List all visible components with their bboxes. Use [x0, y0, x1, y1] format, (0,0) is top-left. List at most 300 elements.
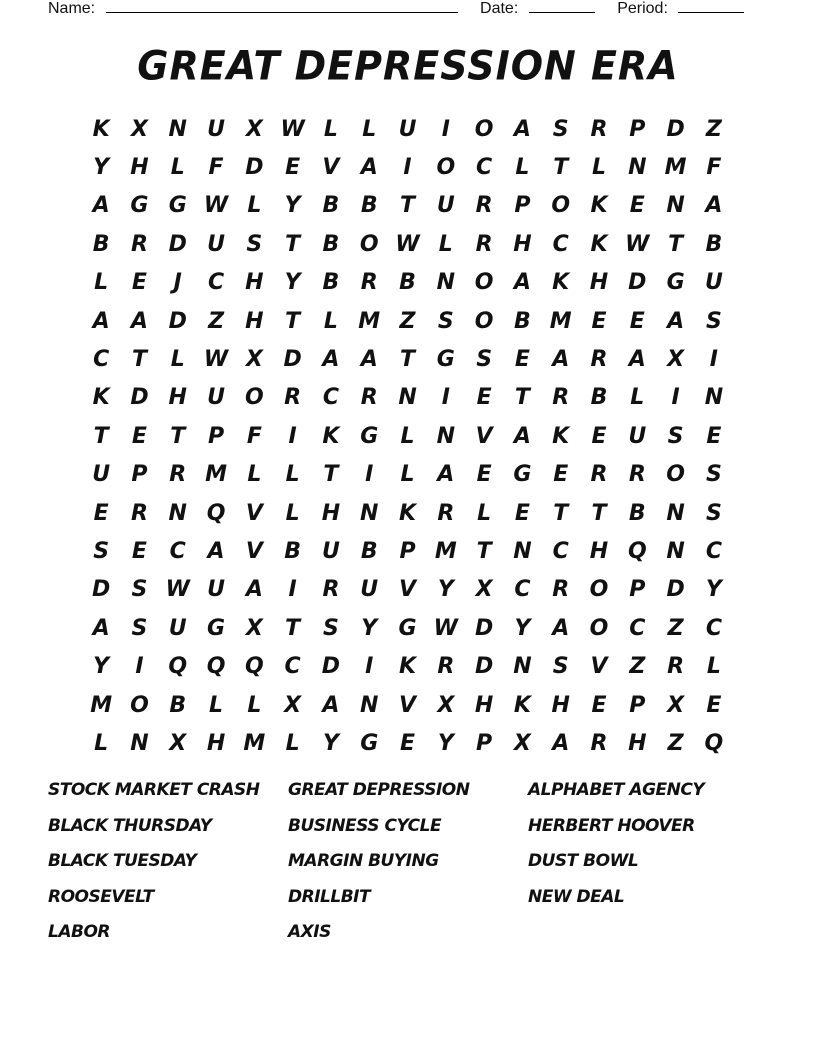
grid-letter[interactable]: G: [207, 615, 226, 641]
grid-letter[interactable]: N: [360, 692, 379, 718]
grid-letter[interactable]: Y: [437, 730, 454, 756]
grid-letter[interactable]: Y: [361, 615, 378, 641]
grid-letter[interactable]: M: [243, 730, 266, 756]
grid-letter[interactable]: C: [476, 155, 493, 181]
grid-letter[interactable]: L: [247, 193, 262, 219]
grid-letter[interactable]: A: [705, 193, 723, 219]
grid-letter[interactable]: G: [360, 423, 379, 449]
grid-letter[interactable]: J: [173, 270, 182, 296]
grid-letter[interactable]: C: [284, 654, 301, 680]
grid-letter[interactable]: E: [591, 308, 607, 334]
grid-letter[interactable]: M: [205, 462, 227, 488]
grid-letter[interactable]: V: [399, 692, 417, 718]
grid-letter[interactable]: H: [245, 270, 264, 296]
grid-letter[interactable]: O: [589, 615, 609, 641]
grid-letter[interactable]: M: [358, 308, 381, 334]
grid-letter[interactable]: X: [245, 615, 263, 641]
grid-letter[interactable]: W: [203, 347, 229, 373]
grid-letter[interactable]: H: [589, 538, 609, 564]
grid-letter[interactable]: T: [285, 231, 301, 257]
grid-letter[interactable]: S: [667, 423, 684, 449]
grid-letter[interactable]: R: [360, 385, 378, 411]
grid-letter[interactable]: I: [671, 385, 680, 411]
grid-letter[interactable]: T: [285, 615, 301, 641]
grid-letter[interactable]: I: [709, 347, 718, 373]
grid-letter[interactable]: N: [666, 500, 685, 526]
grid-letter[interactable]: E: [514, 347, 530, 373]
grid-letter[interactable]: E: [629, 308, 645, 334]
grid-letter[interactable]: A: [513, 116, 531, 142]
grid-letter[interactable]: N: [513, 538, 532, 564]
grid-letter[interactable]: K: [92, 116, 110, 142]
grid-letter[interactable]: U: [168, 615, 187, 641]
grid-letter[interactable]: C: [552, 538, 569, 564]
word-bank-item: STOCK MARKET CRASH: [48, 780, 260, 800]
grid-letter[interactable]: V: [245, 538, 263, 564]
grid-letter[interactable]: E: [93, 500, 109, 526]
grid-letter[interactable]: D: [666, 577, 685, 603]
grid-letter[interactable]: A: [437, 462, 455, 488]
grid-letter[interactable]: A: [322, 347, 340, 373]
word-bank-item: BLACK THURSDAY: [48, 815, 212, 836]
grid-letter[interactable]: N: [436, 270, 456, 296]
grid-letter[interactable]: T: [400, 193, 416, 219]
grid-letter[interactable]: Y: [705, 577, 722, 603]
grid-letter[interactable]: N: [513, 654, 532, 680]
grid-letter[interactable]: U: [207, 231, 225, 257]
grid-letter[interactable]: L: [323, 116, 338, 142]
grid-letter[interactable]: A: [513, 423, 531, 449]
grid-letter[interactable]: W: [395, 231, 420, 257]
grid-letter[interactable]: R: [590, 462, 608, 488]
grid-letter[interactable]: H: [474, 692, 494, 718]
grid-letter[interactable]: U: [321, 538, 340, 564]
grid-letter[interactable]: R: [590, 730, 608, 756]
grid-letter[interactable]: X: [130, 116, 148, 142]
grid-letter[interactable]: G: [513, 462, 532, 488]
grid-letter[interactable]: S: [552, 654, 569, 680]
grid-letter[interactable]: T: [400, 347, 416, 373]
grid-letter[interactable]: I: [441, 385, 450, 411]
grid-letter[interactable]: U: [360, 577, 379, 603]
grid-letter[interactable]: V: [590, 654, 608, 680]
grid-letter[interactable]: S: [476, 347, 493, 373]
grid-letter[interactable]: O: [474, 308, 494, 334]
grid-letter[interactable]: D: [168, 231, 187, 257]
grid-letter[interactable]: B: [360, 538, 378, 564]
grid-letter[interactable]: N: [704, 385, 724, 411]
grid-letter[interactable]: F: [208, 155, 224, 181]
grid-letter[interactable]: D: [283, 347, 302, 373]
grid-letter[interactable]: N: [168, 116, 187, 142]
grid-letter[interactable]: R: [130, 500, 148, 526]
grid-letter[interactable]: E: [131, 538, 147, 564]
grid-letter[interactable]: R: [475, 193, 493, 219]
grid-letter[interactable]: I: [135, 654, 144, 680]
grid-letter[interactable]: D: [474, 654, 494, 680]
grid-letter[interactable]: B: [284, 538, 302, 564]
grid-letter[interactable]: E: [131, 423, 147, 449]
grid-letter[interactable]: T: [553, 500, 569, 526]
grid-letter[interactable]: K: [552, 270, 570, 296]
grid-letter[interactable]: E: [476, 385, 492, 411]
name-label: Name:: [48, 0, 96, 17]
grid-letter[interactable]: C: [93, 347, 110, 373]
grid-letter[interactable]: R: [628, 462, 646, 488]
grid-letter[interactable]: K: [590, 193, 608, 219]
grid-letter[interactable]: R: [552, 577, 570, 603]
grid-letter[interactable]: T: [514, 385, 530, 411]
grid-letter[interactable]: N: [360, 500, 379, 526]
grid-letter[interactable]: G: [666, 270, 685, 296]
grid-letter[interactable]: D: [168, 308, 187, 334]
grid-letter[interactable]: Y: [514, 615, 531, 641]
grid-letter[interactable]: W: [433, 615, 458, 641]
grid-letter[interactable]: F: [246, 423, 262, 449]
grid-letter[interactable]: N: [168, 500, 187, 526]
grid-letter[interactable]: E: [285, 155, 301, 181]
grid-letter[interactable]: K: [92, 385, 110, 411]
grid-letter[interactable]: T: [591, 500, 607, 526]
grid-letter[interactable]: G: [168, 193, 187, 219]
grid-letter[interactable]: L: [170, 347, 185, 373]
grid-letter[interactable]: B: [92, 231, 110, 257]
grid-letter[interactable]: T: [93, 423, 109, 449]
grid-letter[interactable]: L: [285, 462, 300, 488]
grid-letter[interactable]: M: [664, 155, 687, 181]
grid-letter[interactable]: A: [360, 155, 378, 181]
grid-letter[interactable]: K: [590, 231, 608, 257]
period-line[interactable]: [678, 0, 744, 13]
grid-letter[interactable]: O: [436, 155, 456, 181]
grid-letter[interactable]: N: [628, 155, 647, 181]
grid-letter[interactable]: A: [322, 692, 340, 718]
grid-letter[interactable]: G: [436, 347, 455, 373]
grid-letter[interactable]: C: [552, 231, 569, 257]
grid-letter[interactable]: W: [165, 577, 190, 603]
grid-letter[interactable]: N: [436, 423, 456, 449]
grid-letter[interactable]: V: [322, 155, 340, 181]
grid-letter[interactable]: L: [247, 692, 262, 718]
grid-letter[interactable]: L: [285, 500, 300, 526]
grid-letter[interactable]: E: [629, 193, 645, 219]
grid-letter[interactable]: H: [589, 270, 609, 296]
period-label: Period:: [617, 0, 668, 17]
grid-letter[interactable]: U: [207, 116, 225, 142]
grid-letter[interactable]: S: [705, 308, 722, 334]
grid-letter[interactable]: C: [705, 538, 722, 564]
word-bank: [48, 780, 768, 958]
grid-letter[interactable]: L: [400, 423, 415, 449]
grid-letter[interactable]: R: [360, 270, 378, 296]
grid-letter[interactable]: O: [589, 577, 609, 603]
grid-letter[interactable]: O: [244, 385, 264, 411]
grid-letter[interactable]: L: [515, 155, 530, 181]
grid-letter[interactable]: Y: [284, 193, 301, 219]
grid-letter[interactable]: P: [207, 423, 225, 449]
grid-letter[interactable]: X: [667, 692, 685, 718]
grid-letter[interactable]: X: [475, 577, 493, 603]
grid-letter[interactable]: L: [477, 500, 492, 526]
grid-letter[interactable]: H: [551, 692, 570, 718]
grid-letter[interactable]: C: [169, 538, 186, 564]
grid-letter[interactable]: T: [476, 538, 492, 564]
grid-letter[interactable]: A: [92, 308, 110, 334]
grid-letter[interactable]: M: [90, 692, 113, 718]
grid-letter[interactable]: R: [437, 654, 455, 680]
grid-letter[interactable]: X: [284, 692, 302, 718]
grid-letter[interactable]: X: [169, 730, 187, 756]
grid-letter[interactable]: E: [131, 270, 147, 296]
grid-letter[interactable]: D: [321, 654, 341, 680]
grid-letter[interactable]: T: [285, 308, 301, 334]
grid-letter[interactable]: X: [245, 116, 263, 142]
grid-letter[interactable]: Z: [399, 308, 416, 334]
grid-letter[interactable]: Y: [93, 155, 110, 181]
grid-letter[interactable]: L: [209, 692, 224, 718]
grid-letter[interactable]: A: [245, 577, 263, 603]
grid-letter[interactable]: L: [706, 654, 721, 680]
grid-letter[interactable]: R: [130, 231, 148, 257]
grid-letter[interactable]: R: [667, 654, 685, 680]
grid-letter[interactable]: S: [246, 231, 263, 257]
grid-letter[interactable]: S: [705, 462, 722, 488]
grid-letter[interactable]: I: [365, 462, 374, 488]
grid-letter[interactable]: Q: [206, 500, 226, 526]
grid-letter[interactable]: V: [245, 500, 263, 526]
grid-letter[interactable]: Y: [284, 270, 301, 296]
grid-letter[interactable]: T: [131, 347, 147, 373]
grid-letter[interactable]: K: [513, 692, 531, 718]
grid-letter[interactable]: P: [629, 692, 646, 718]
grid-letter[interactable]: E: [591, 692, 607, 718]
grid-letter[interactable]: M: [549, 308, 572, 334]
grid-letter[interactable]: I: [441, 116, 450, 142]
grid-letter[interactable]: P: [476, 730, 493, 756]
grid-letter[interactable]: P: [514, 193, 531, 219]
grid-letter[interactable]: E: [591, 423, 607, 449]
grid-letter[interactable]: R: [475, 231, 493, 257]
grid-letter[interactable]: K: [322, 423, 340, 449]
grid-letter[interactable]: W: [625, 231, 650, 257]
grid-letter[interactable]: H: [628, 730, 647, 756]
word-bank-item: DUST BOWL: [528, 851, 639, 872]
grid-letter[interactable]: L: [591, 155, 607, 181]
grid-letter[interactable]: M: [434, 538, 457, 564]
grid-letter[interactable]: Z: [629, 654, 646, 680]
grid-letter[interactable]: O: [474, 270, 494, 296]
grid-letter[interactable]: H: [321, 500, 341, 526]
grid-letter[interactable]: K: [398, 654, 417, 680]
grid-letter[interactable]: O: [359, 231, 379, 257]
grid-letter[interactable]: B: [360, 193, 378, 219]
grid-letter[interactable]: H: [130, 155, 149, 181]
grid-letter[interactable]: T: [170, 423, 186, 449]
grid-letter[interactable]: O: [474, 116, 494, 142]
grid-letter[interactable]: E: [476, 462, 492, 488]
grid-letter[interactable]: S: [131, 615, 148, 641]
grid-letter[interactable]: E: [706, 423, 722, 449]
grid-letter[interactable]: Z: [667, 615, 684, 641]
date-line[interactable]: [529, 0, 595, 13]
grid-letter[interactable]: Q: [627, 538, 647, 564]
grid-letter[interactable]: Z: [667, 730, 684, 756]
grid-letter[interactable]: U: [628, 423, 647, 449]
grid-letter[interactable]: R: [284, 385, 302, 411]
grid-letter[interactable]: I: [288, 577, 297, 603]
grid-letter[interactable]: L: [323, 308, 338, 334]
grid-letter[interactable]: Q: [244, 654, 264, 680]
grid-letter[interactable]: A: [207, 538, 225, 564]
grid-letter[interactable]: A: [552, 347, 570, 373]
grid-letter[interactable]: R: [322, 577, 340, 603]
grid-letter[interactable]: U: [207, 577, 225, 603]
grid-letter[interactable]: E: [553, 462, 569, 488]
grid-letter[interactable]: T: [323, 462, 339, 488]
grid-letter[interactable]: W: [280, 116, 305, 142]
grid-letter[interactable]: H: [206, 730, 226, 756]
grid-letter[interactable]: A: [628, 347, 646, 373]
grid-letter[interactable]: U: [207, 385, 225, 411]
grid-letter[interactable]: S: [93, 538, 110, 564]
grid-letter[interactable]: S: [705, 500, 722, 526]
grid-letter[interactable]: T: [553, 155, 569, 181]
grid-letter[interactable]: B: [590, 385, 608, 411]
grid-letter[interactable]: R: [590, 347, 608, 373]
grid-letter[interactable]: X: [513, 730, 531, 756]
grid-letter[interactable]: X: [437, 692, 455, 718]
grid-letter[interactable]: N: [130, 730, 149, 756]
grid-letter[interactable]: Y: [437, 577, 454, 603]
word-bank-item: DRILLBIT: [288, 886, 371, 907]
grid-letter[interactable]: C: [705, 615, 722, 641]
grid-letter[interactable]: C: [514, 577, 531, 603]
grid-letter[interactable]: L: [94, 270, 109, 296]
name-line[interactable]: [106, 0, 458, 13]
grid-letter[interactable]: Q: [206, 654, 226, 680]
grid-letter[interactable]: H: [168, 385, 187, 411]
grid-letter[interactable]: U: [92, 462, 111, 488]
grid-letter[interactable]: A: [360, 347, 378, 373]
grid-letter[interactable]: G: [360, 730, 379, 756]
grid-letter[interactable]: L: [630, 385, 645, 411]
grid-letter[interactable]: H: [513, 231, 532, 257]
grid-letter[interactable]: X: [245, 347, 263, 373]
grid-letter[interactable]: O: [666, 462, 685, 488]
grid-letter[interactable]: N: [398, 385, 417, 411]
grid-letter[interactable]: H: [245, 308, 264, 334]
grid-letter[interactable]: R: [590, 116, 608, 142]
grid-letter[interactable]: S: [437, 308, 454, 334]
grid-letter[interactable]: K: [398, 500, 417, 526]
grid-letter[interactable]: D: [666, 116, 685, 142]
grid-letter[interactable]: A: [667, 308, 685, 334]
grid-letter[interactable]: G: [398, 615, 417, 641]
grid-letter[interactable]: O: [130, 692, 149, 718]
grid-letter[interactable]: C: [629, 615, 646, 641]
grid-letter[interactable]: B: [705, 231, 723, 257]
grid-letter[interactable]: R: [169, 462, 187, 488]
grid-letter[interactable]: L: [400, 462, 415, 488]
grid-letter[interactable]: P: [399, 538, 416, 564]
grid-letter[interactable]: I: [365, 654, 374, 680]
grid-letter[interactable]: G: [130, 193, 149, 219]
grid-letter[interactable]: L: [94, 730, 109, 756]
grid-letter[interactable]: B: [628, 500, 646, 526]
grid-letter[interactable]: V: [399, 577, 417, 603]
grid-letter[interactable]: E: [400, 730, 416, 756]
grid-letter[interactable]: S: [552, 116, 569, 142]
grid-letter[interactable]: U: [704, 270, 723, 296]
grid-letter[interactable]: W: [203, 193, 229, 219]
grid-letter[interactable]: O: [551, 193, 571, 219]
grid-letter[interactable]: Z: [705, 116, 722, 142]
grid-letter[interactable]: N: [666, 538, 685, 564]
grid-letter[interactable]: V: [475, 423, 493, 449]
grid-letter[interactable]: L: [362, 116, 377, 142]
grid-letter[interactable]: F: [706, 155, 722, 181]
grid-letter[interactable]: A: [130, 308, 148, 334]
grid-letter[interactable]: P: [629, 577, 646, 603]
grid-letter[interactable]: B: [322, 270, 340, 296]
grid-letter[interactable]: D: [474, 615, 494, 641]
grid-letter[interactable]: B: [399, 270, 416, 296]
grid-letter[interactable]: Q: [704, 730, 724, 756]
grid-letter[interactable]: U: [436, 193, 455, 219]
grid-letter[interactable]: B: [322, 193, 340, 219]
grid-letter[interactable]: X: [667, 347, 685, 373]
grid-letter[interactable]: N: [666, 193, 685, 219]
grid-letter[interactable]: D: [130, 385, 149, 411]
grid-letter[interactable]: L: [247, 462, 262, 488]
grid-letter[interactable]: B: [169, 692, 187, 718]
grid-letter[interactable]: C: [207, 270, 225, 296]
grid-letter[interactable]: U: [398, 116, 417, 142]
grid-letter[interactable]: R: [552, 385, 570, 411]
grid-letter[interactable]: B: [514, 308, 531, 334]
grid-letter[interactable]: K: [552, 423, 570, 449]
grid-letter[interactable]: P: [629, 116, 646, 142]
grid-letter[interactable]: A: [92, 193, 110, 219]
grid-letter[interactable]: A: [552, 615, 570, 641]
grid-letter[interactable]: P: [131, 462, 148, 488]
grid-letter[interactable]: B: [322, 231, 340, 257]
grid-letter[interactable]: Z: [208, 308, 225, 334]
grid-letter[interactable]: S: [323, 615, 339, 641]
grid-letter[interactable]: R: [437, 500, 455, 526]
grid-letter[interactable]: L: [438, 231, 453, 257]
grid-letter[interactable]: D: [92, 577, 111, 603]
grid-letter[interactable]: L: [170, 155, 185, 181]
grid-letter[interactable]: A: [92, 615, 110, 641]
grid-letter[interactable]: Y: [322, 730, 339, 756]
grid-letter[interactable]: A: [513, 270, 531, 296]
grid-letter[interactable]: D: [245, 155, 264, 181]
grid-letter[interactable]: T: [668, 231, 684, 257]
grid-letter[interactable]: S: [131, 577, 148, 603]
grid-letter[interactable]: D: [628, 270, 647, 296]
grid-letter[interactable]: C: [322, 385, 339, 411]
grid-letter[interactable]: E: [706, 692, 722, 718]
grid-letter[interactable]: L: [285, 730, 300, 756]
grid-letter[interactable]: Y: [93, 654, 110, 680]
grid-letter[interactable]: Q: [168, 654, 188, 680]
grid-letter[interactable]: A: [552, 730, 570, 756]
grid-letter[interactable]: I: [403, 155, 412, 181]
grid-letter[interactable]: E: [514, 500, 530, 526]
word-bank-item: ROOSEVELT: [48, 886, 154, 907]
grid-letter[interactable]: I: [288, 423, 297, 449]
